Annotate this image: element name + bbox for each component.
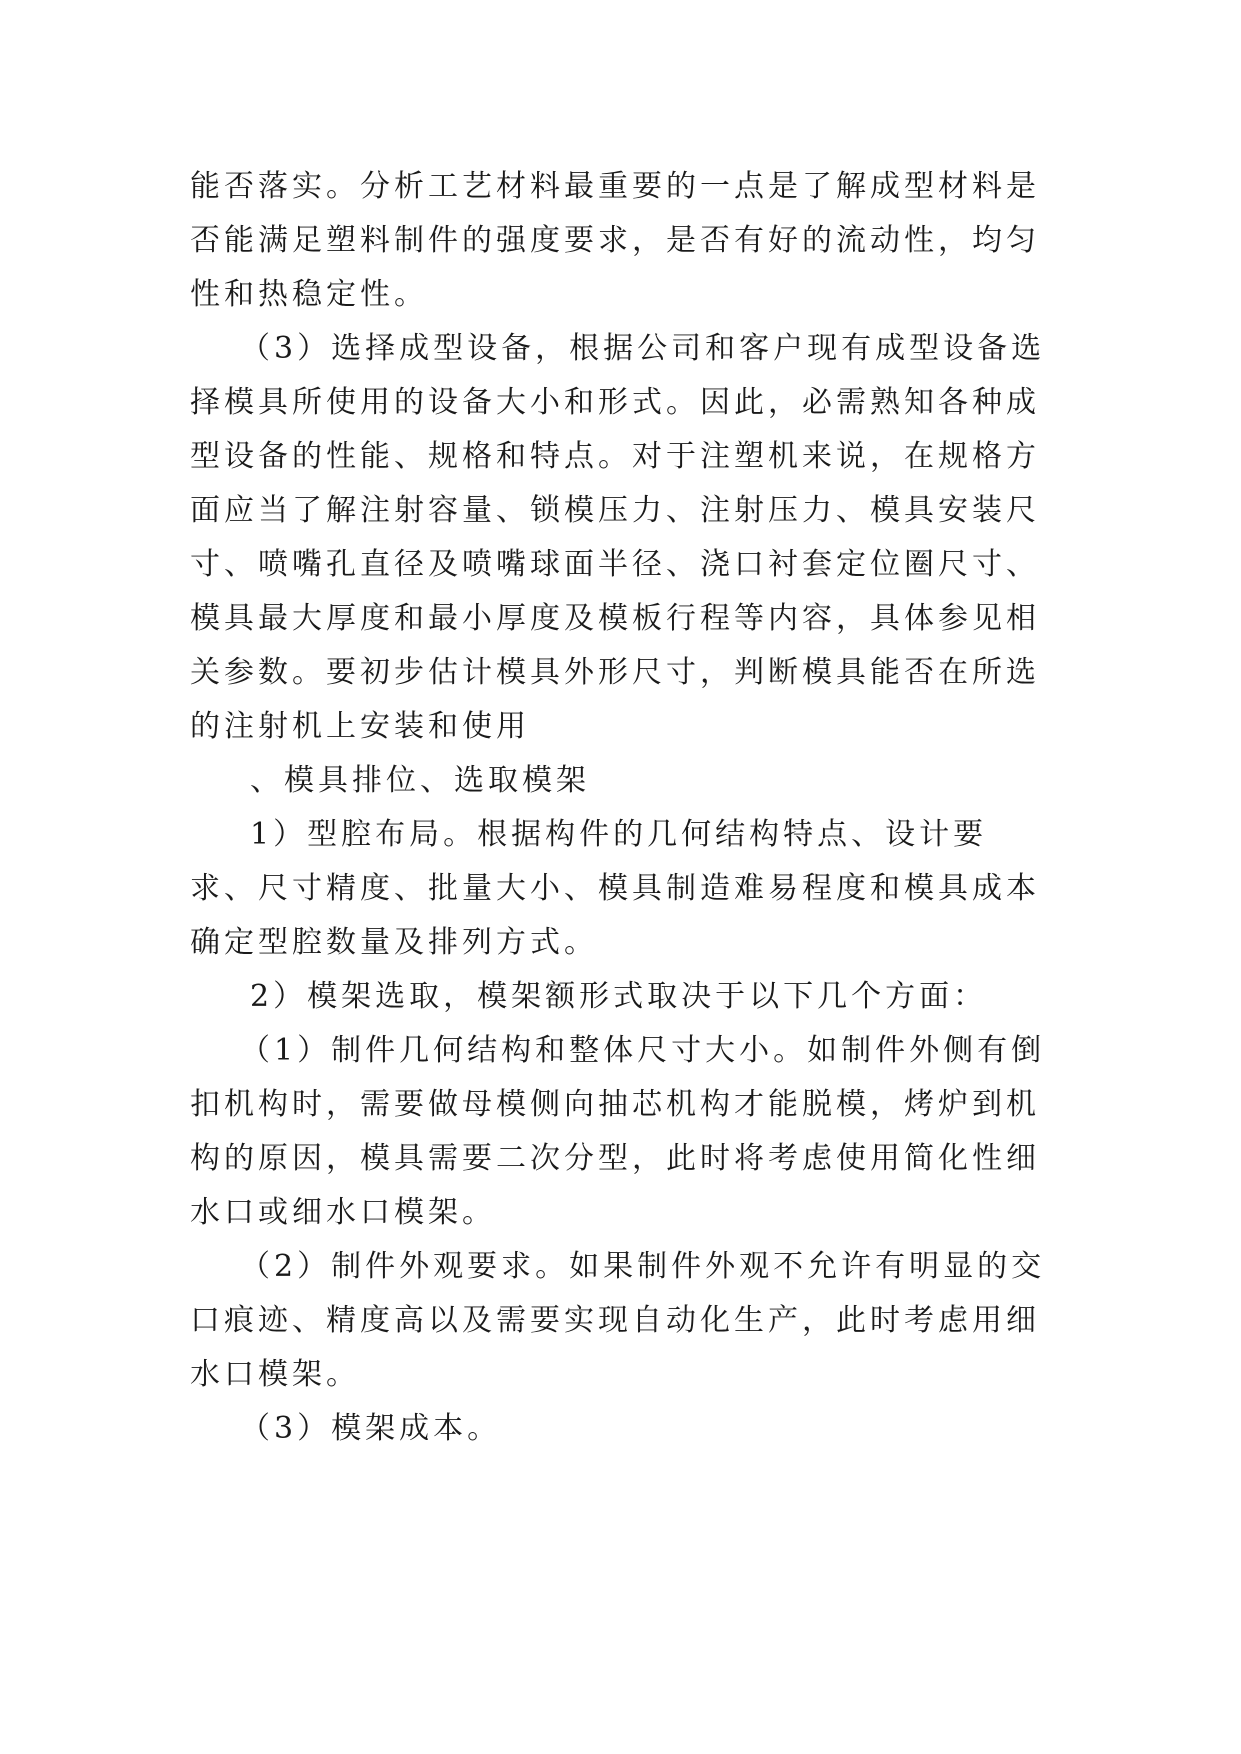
paragraph-material-analysis: 能否落实。分析工艺材料最重要的一点是了解成型材料是否能满足塑料制件的强度要求，是否有好的流动性，均匀性和热稳定性。 <box>190 169 1040 312</box>
paragraph-cavity-layout: 1）型腔布局。根据构件的几何结构特点、设计要求、尺寸精度、批量大小、模具制造难易程度和模具成本确定型腔数量及排列方式。 <box>190 817 1040 960</box>
paragraph-appearance-requirements: （2）制件外观要求。如果制件外观不允许有明显的交口痕迹、精度高以及需要实现自动化生产，此时考虑用细水口模架。 <box>190 1249 1046 1392</box>
paragraph-section-heading: 、模具排位、选取模架 <box>250 763 590 798</box>
body-text <box>190 160 1052 1456</box>
paragraph-mold-base-cost: （3）模架成本。 <box>240 1411 502 1446</box>
paragraph-part-geometry: （1）制件几何结构和整体尺寸大小。如制件外侧有倒扣机构时，需要做母模侧向抽芯机构才能脱模，烤炉到机构的原因，模具需要二次分型，此时将考虑使用简化性细水口或细水口模架。 <box>190 1033 1046 1230</box>
paragraph-select-equipment: （3）选择成型设备，根据公司和客户现有成型设备选择模具所使用的设备大小和形式。因此，必需熟知各种成型设备的性能、规格和特点。对于注塑机来说，在规格方面应当了解注射容量、锁模压力、注射压力、模具安装尺寸、喷嘴孔直径及喷嘴球面半径、浇口衬套定位圈尺寸、模具最大厚度和最小厚度及模板行程等内容，具体参见相关参数。要初步估计模具外形尺寸，判断模具能否在所选的注射机上安装和使用 <box>190 331 1046 744</box>
paragraph-mold-base-selection: 2）模架选取，模架额形式取决于以下几个方面： <box>250 979 988 1014</box>
